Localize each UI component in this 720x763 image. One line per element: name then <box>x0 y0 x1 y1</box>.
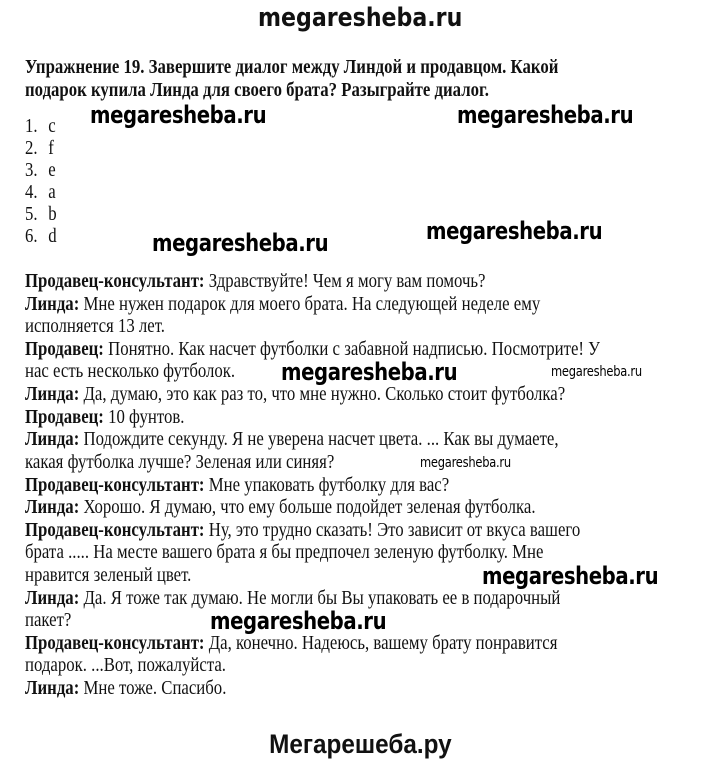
answer-number: 1. <box>25 116 38 137</box>
speaker: Продавец: <box>25 407 104 428</box>
dialogue-line <box>25 429 559 451</box>
dialogue-line <box>25 678 226 700</box>
site-title-text: megaresheba.ru <box>257 3 463 33</box>
answer-value: d <box>48 226 57 247</box>
dialogue-line <box>25 610 71 632</box>
footer-site-name: Мегарешеба.ру <box>268 729 452 759</box>
exercise-title-line-2: подарок купила Линда для своего брата? Разыграйте диалог. <box>25 80 489 101</box>
line-text: Да, конечно. Надеюсь, вашему брату понравится <box>204 633 558 654</box>
answer-value: f <box>48 138 54 159</box>
dialogue-line <box>25 633 557 655</box>
dialogue-line <box>25 407 184 429</box>
answer-value: a <box>48 182 56 203</box>
answer-item <box>25 226 57 248</box>
speaker: Линда: <box>25 294 80 315</box>
speaker: Линда: <box>25 497 80 518</box>
speaker: Продавец-консультант: <box>25 633 205 654</box>
watermark: megaresheba.ru <box>90 101 267 129</box>
line-text: Да, думаю, это как раз то, что мне нужно. Сколько стоит футболка? <box>79 384 566 405</box>
speaker: Линда: <box>25 384 80 405</box>
speaker: Линда: <box>25 429 80 450</box>
footer <box>0 728 720 760</box>
answer-item <box>25 204 57 226</box>
watermark: megaresheba.ru <box>482 562 659 590</box>
dialogue-line <box>25 655 226 677</box>
watermark: megaresheba.ru <box>281 358 458 386</box>
dialogue-line <box>25 384 565 406</box>
speaker: Продавец-консультант: <box>25 271 205 292</box>
dialogue-line <box>25 475 449 497</box>
dialogue-line <box>25 316 165 338</box>
answer-item <box>25 116 56 138</box>
speaker: Линда: <box>25 588 80 609</box>
watermark: megaresheba.ru <box>420 455 511 471</box>
line-text: Подождите секунду. Я не уверена насчет цвета. ... Как вы думаете, <box>79 429 559 450</box>
watermark: megaresheba.ru <box>426 217 603 245</box>
line-text: Мне нужен подарок для моего брата. На следующей неделе ему <box>79 294 541 315</box>
line-text: пакет? <box>25 610 72 631</box>
dialogue-line <box>25 497 536 519</box>
dialogue-line <box>25 271 485 293</box>
line-text: Понятно. Как насчет футболки с забавной надписью. Посмотрите! У <box>103 339 601 360</box>
answer-item <box>25 138 54 160</box>
answer-number: 3. <box>25 160 38 181</box>
answer-item <box>25 182 56 204</box>
line-text: исполняется 13 лет. <box>25 316 165 337</box>
line-text: нас есть несколько футболок. <box>25 361 236 382</box>
answer-item <box>25 160 56 182</box>
line-text: Да. Я тоже так думаю. Не могли бы Вы упаковать ее в подарочный <box>79 588 561 609</box>
line-text: какая футболка лучше? Зеленая или синяя? <box>25 452 335 473</box>
line-text: 10 фунтов. <box>103 407 185 428</box>
site-title <box>0 2 720 34</box>
speaker: Продавец-консультант: <box>25 475 205 496</box>
watermark: megaresheba.ru <box>210 607 387 635</box>
dialogue-line <box>25 565 191 587</box>
speaker: Продавец: <box>25 339 104 360</box>
dialogue-line <box>25 361 235 383</box>
speaker: Линда: <box>25 678 80 699</box>
answer-value: c <box>48 116 56 137</box>
line-text: Мне тоже. Спасибо. <box>79 678 227 699</box>
answer-number: 4. <box>25 182 38 203</box>
line-text: Хорошо. Я думаю, что ему больше подойдет зеленая футболка. <box>79 497 536 518</box>
answer-value: b <box>48 204 57 225</box>
answer-value: e <box>48 160 56 181</box>
line-text: нравится зеленый цвет. <box>25 565 192 586</box>
answer-number: 6. <box>25 226 38 247</box>
dialogue-line <box>25 542 543 564</box>
line-text: Ну, это трудно сказать! Это зависит от вкуса вашего <box>204 520 581 541</box>
answer-number: 5. <box>25 204 38 225</box>
watermark: megaresheba.ru <box>457 101 634 129</box>
dialogue-line <box>25 452 334 474</box>
speaker: Продавец-консультант: <box>25 520 205 541</box>
line-text: Мне упаковать футболку для вас? <box>204 475 450 496</box>
dialogue-line <box>25 520 580 542</box>
answer-number: 2. <box>25 138 38 159</box>
line-text: брата ..... На месте вашего брата я бы предпочел зеленую футболку. Мне <box>25 542 544 563</box>
line-text: подарок. ...Вот, пожалуйста. <box>25 655 226 676</box>
dialogue-line <box>25 294 540 316</box>
line-text: Здравствуйте! Чем я могу вам помочь? <box>204 271 486 292</box>
exercise-title-line-1: Упражнение 19. Завершите диалог между Линдой и продавцом. Какой <box>25 57 559 78</box>
watermark: megaresheba.ru <box>152 229 329 257</box>
watermark: megaresheba.ru <box>551 364 642 380</box>
